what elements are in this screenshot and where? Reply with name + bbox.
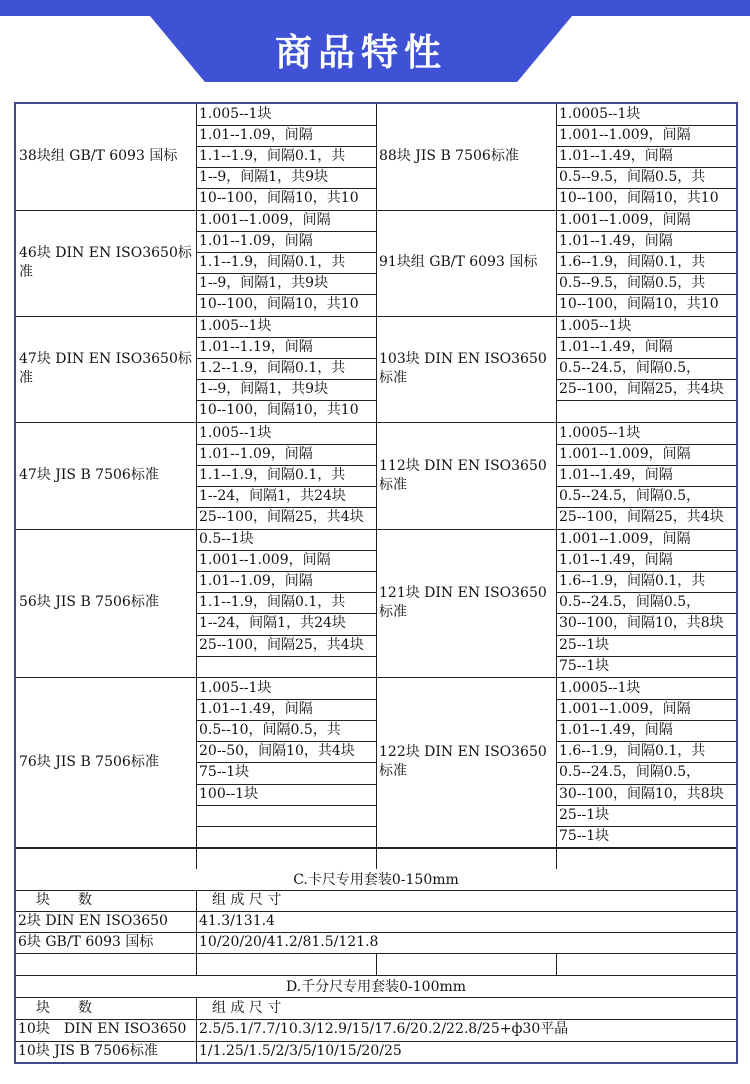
right-item-cell: 1.0005--1块: [559, 106, 641, 122]
left-item-cell: 1.01--1.49，间隔: [199, 701, 313, 718]
left-item-cell: 25--100，间隔25，共4块: [199, 509, 364, 526]
micrometer-size-header: 组 成 尺 寸: [212, 1000, 282, 1016]
right-item-cell: 1.6--1.9，间隔0.1，共: [559, 254, 706, 271]
column-divider: [196, 997, 197, 1062]
right-item-cell: 1.01--1.49，间隔: [559, 722, 673, 739]
right-item-cell: 0.5--24.5，间隔0.5，: [559, 360, 701, 377]
set-label-left-text: 47块 JIS B 7506标准: [19, 467, 159, 484]
left-item-cell: 10--100，间隔10，共10: [199, 296, 359, 313]
column-divider: [376, 104, 377, 869]
left-item-cell: 1.01--1.09，间隔: [199, 233, 313, 250]
left-item-cell: 1.005--1块: [199, 425, 272, 441]
micrometer-count-header: 块 数: [36, 1000, 92, 1016]
right-item-cell: 25--100，间隔25，共4块: [559, 381, 724, 398]
set-label-right: [379, 423, 553, 529]
left-item-cell: 75--1块: [199, 764, 250, 781]
left-item-cell: 1.001--1.009，间隔: [199, 552, 331, 569]
right-item-cell: 1.0005--1块: [559, 680, 641, 696]
left-item-cell: 1.1--1.9，间隔0.1，共: [199, 148, 346, 165]
left-item-cell: 1--24，间隔1，共24块: [199, 488, 346, 505]
left-item-cell: 1.01--1.09，间隔: [199, 127, 313, 144]
left-item-cell: 1.1--1.9，间隔0.1，共: [199, 254, 346, 271]
set-label-left: [19, 316, 193, 422]
column-divider: [196, 890, 197, 975]
left-item-cell: 10--100，间隔10，共10: [199, 190, 359, 207]
set-label-left-text: 76块 JIS B 7506标准: [19, 753, 159, 770]
right-item-cell: 1.001--1.009，间隔: [559, 531, 691, 547]
set-label-right: [379, 104, 553, 210]
set-label-right-text: 122块 DIN EN ISO3650标准: [379, 744, 547, 780]
column-divider: [196, 104, 197, 869]
caliper-section-title: C.卡尺专用套装0-150mm: [293, 872, 459, 888]
column-divider: [556, 954, 557, 975]
right-item-cell: 1.01--1.49，间隔: [559, 148, 673, 165]
set-label-left: [19, 104, 193, 210]
grid-line: [16, 848, 736, 849]
right-item-cell: 0.5--24.5，间隔0.5，: [559, 488, 701, 505]
set-label-right-text: 103块 DIN EN ISO3650标准: [379, 350, 547, 386]
right-item-cell: 25--1块: [559, 806, 610, 823]
right-item-cell: 25--1块: [559, 636, 610, 653]
right-item-cell: 1.01--1.49，间隔: [559, 552, 673, 569]
right-item-cell: 25--100，间隔25，共4块: [559, 509, 724, 526]
left-item-cell: 1--9，间隔1，共9块: [199, 381, 329, 398]
right-item-cell: 1.01--1.49，间隔: [559, 467, 673, 484]
banner-bar: [0, 0, 750, 16]
left-item-cell: 1.005--1块: [199, 680, 272, 696]
right-item-cell: 0.5--24.5，间隔0.5，: [559, 764, 701, 781]
left-item-cell: 20--50，间隔10，共4块: [199, 743, 355, 760]
caliper-size-cell: 41.3/131.4: [199, 913, 275, 929]
micrometer-section-title: D.千分尺专用套装0-100mm: [285, 979, 467, 995]
set-label-right: [379, 316, 553, 422]
right-item-cell: 1.01--1.49，间隔: [559, 339, 673, 356]
set-label-right: [379, 529, 553, 677]
caliper-size-header: 组 成 尺 寸: [212, 892, 282, 908]
micrometer-count-cell: 10块 JIS B 7506标准: [18, 1042, 158, 1059]
right-item-cell: 1.001--1.009，间隔: [559, 701, 691, 718]
micrometer-size-cell: 1/1.25/1.5/2/3/5/10/15/20/25: [199, 1042, 402, 1059]
column-divider: [556, 104, 557, 869]
right-item-cell: 75--1块: [559, 657, 610, 674]
left-item-cell: 1.01--1.19，间隔: [199, 339, 313, 356]
set-label-left-text: 46块 DIN EN ISO3650标准: [19, 244, 192, 280]
set-label-left: [19, 529, 193, 677]
set-label-right: [379, 210, 553, 316]
item-row-line: [556, 400, 736, 401]
left-item-cell: 1--9，间隔1，共9块: [199, 275, 329, 292]
caliper-count-cell: 6块 GB/T 6093 国标: [18, 934, 154, 950]
grid-line: [16, 975, 736, 976]
set-label-left-text: 56块 JIS B 7506标准: [19, 594, 159, 611]
right-item-cell: 1.001--1.009，间隔: [559, 212, 691, 228]
right-item-cell: 1.001--1.009，间隔: [559, 127, 691, 144]
right-item-cell: 10--100，间隔10，共10: [559, 296, 719, 313]
column-divider: [376, 954, 377, 975]
right-item-cell: 1.6--1.9，间隔0.1，共: [559, 573, 706, 590]
left-item-cell: 1.005--1块: [199, 318, 272, 334]
right-item-cell: 30--100，间隔10，共8块: [559, 615, 724, 632]
right-item-cell: 30--100，间隔10，共8块: [559, 785, 724, 802]
caliper-count-cell: 2块 DIN EN ISO3650: [18, 913, 168, 929]
right-item-cell: 1.001--1.009，间隔: [559, 446, 691, 463]
set-label-right-text: 88块 JIS B 7506标准: [379, 148, 519, 165]
right-item-cell: 0.5--9.5，间隔0.5，共: [559, 169, 706, 186]
left-item-cell: 0.5--1块: [199, 531, 254, 547]
set-label-right-text: 112块 DIN EN ISO3650标准: [379, 457, 547, 493]
banner-title: 商品特性: [275, 31, 447, 74]
set-label-left-text: 47块 DIN EN ISO3650标准: [19, 350, 192, 386]
left-item-cell: 1--24，间隔1，共24块: [199, 615, 346, 632]
right-item-cell: 1.005--1块: [559, 318, 632, 334]
caliper-size-cell: 10/20/20/41.2/81.5/121.8: [199, 934, 379, 950]
right-item-cell: 0.5--9.5，间隔0.5，共: [559, 275, 706, 292]
left-item-cell: 1.001--1.009，间隔: [199, 212, 331, 228]
left-item-cell: 10--100，间隔10，共10: [199, 402, 359, 419]
right-item-cell: 1.0005--1块: [559, 425, 641, 441]
micrometer-size-cell: 2.5/5.1/7.7/10.3/12.9/15/17.6/20.2/22.8/25+ф30平晶: [199, 1021, 569, 1037]
set-label-right: [379, 678, 553, 847]
set-label-right-text: 91块组 GB/T 6093 国标: [379, 254, 538, 271]
left-item-cell: 1.1--1.9，间隔0.1，共: [199, 594, 346, 611]
left-item-cell: 1.1--1.9，间隔0.1，共: [199, 467, 346, 484]
left-item-cell: 1.01--1.09，间隔: [199, 446, 313, 463]
left-item-cell: 1.01--1.09，间隔: [199, 573, 313, 590]
right-item-cell: 1.6--1.9，间隔0.1，共: [559, 743, 706, 760]
right-item-cell: 0.5--24.5，间隔0.5，: [559, 594, 701, 611]
left-item-cell: 1--9，间隔1，共9块: [199, 169, 329, 186]
left-item-cell: 25--100，间隔25，共4块: [199, 636, 364, 653]
set-label-right-text: 121块 DIN EN ISO3650标准: [379, 584, 547, 620]
left-item-cell: 0.5--10，间隔0.5，共: [199, 722, 341, 739]
left-item-cell: 1.005--1块: [199, 106, 272, 122]
set-label-left: [19, 678, 193, 847]
set-label-left: [19, 210, 193, 316]
right-item-cell: 10--100，间隔10，共10: [559, 190, 719, 207]
set-label-left: [19, 423, 193, 529]
item-row-line: [196, 805, 376, 806]
caliper-count-header: 块 数: [36, 892, 92, 908]
right-item-cell: 75--1块: [559, 827, 610, 844]
item-row-line: [196, 656, 376, 657]
left-item-cell: 100--1块: [199, 785, 259, 802]
left-item-cell: 1.2--1.9，间隔0.1，共: [199, 360, 346, 377]
right-item-cell: 1.01--1.49，间隔: [559, 233, 673, 250]
item-row-line: [196, 826, 376, 827]
micrometer-count-cell: 10块 DIN EN ISO3650: [18, 1021, 187, 1037]
set-label-left-text: 38块组 GB/T 6093 国标: [19, 148, 178, 165]
